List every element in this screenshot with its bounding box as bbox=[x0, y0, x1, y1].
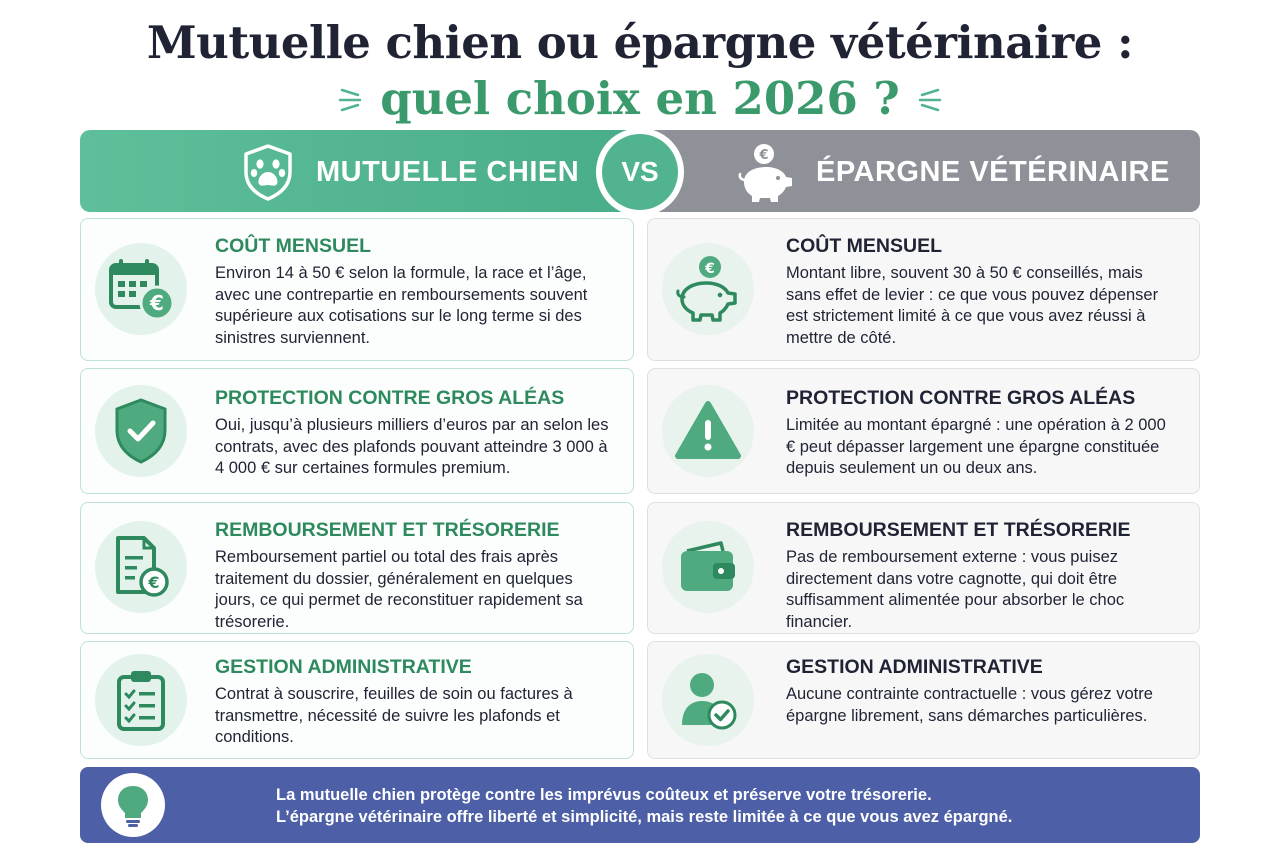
card-body: Aucune contrainte contractuelle : vous gérez votre épargne librement, sans démarches particulières. bbox=[786, 685, 1153, 725]
card-heading: COÛT MENSUEL bbox=[215, 235, 371, 257]
header-epargne-title: ÉPARGNE VÉTÉRINAIRE bbox=[816, 156, 1170, 188]
user-check-icon bbox=[678, 669, 738, 731]
sparkle-right-icon bbox=[916, 84, 942, 114]
document-euro-icon bbox=[110, 534, 172, 600]
lightbulb-icon bbox=[113, 782, 153, 828]
icon-badge bbox=[95, 243, 187, 335]
piggy-bank-icon bbox=[734, 140, 798, 204]
icon-badge bbox=[662, 654, 754, 746]
summary-line-1: La mutuelle chien protège contre les imprévus coûteux et préserve votre trésorerie. bbox=[276, 786, 932, 804]
card-heading: PROTECTION CONTRE GROS ALÉAS bbox=[786, 387, 1136, 409]
card-body: Montant libre, souvent 30 à 50 € conseillés, mais sans effet de levier : ce que vous pouvez dépenser est strictement limité à ce que vous avez réussi à mettre de côté. bbox=[786, 264, 1159, 347]
calendar-euro-icon bbox=[105, 255, 177, 323]
card-mutuelle-protection bbox=[80, 368, 634, 494]
card-heading: REMBOURSEMENT ET TRÉSORERIE bbox=[786, 519, 1131, 541]
card-body: Oui, jusqu’à plusieurs milliers d’euros par an selon les contrats, avec des plafonds pouvant atteindre 3 000 à 4 000 € sur certaines formules premium. bbox=[215, 416, 609, 477]
card-epargne-protection bbox=[647, 368, 1200, 494]
summary-text bbox=[276, 784, 1012, 828]
title-line-2-text: quel choix en 2026 ? bbox=[380, 72, 900, 125]
icon-badge bbox=[95, 521, 187, 613]
page-title bbox=[0, 14, 1280, 126]
card-heading: PROTECTION CONTRE GROS ALÉAS bbox=[215, 387, 565, 409]
svg-text:€: € bbox=[759, 148, 769, 163]
vs-badge: VS bbox=[602, 134, 678, 210]
card-body: Contrat à souscrire, feuilles de soin ou factures à transmettre, nécessité de suivre les plafonds et conditions. bbox=[215, 685, 573, 746]
header-mutuelle-title: MUTUELLE CHIEN bbox=[316, 156, 580, 188]
svg-text:€: € bbox=[150, 291, 164, 315]
icon-badge bbox=[662, 521, 754, 613]
icon-badge bbox=[662, 243, 754, 335]
svg-text:€: € bbox=[148, 573, 160, 592]
card-mutuelle-gestion bbox=[80, 641, 634, 759]
card-body: Limitée au montant épargné : une opération à 2 000 € peut dépasser largement une épargne constituée depuis seulement un ou deux ans. bbox=[786, 416, 1166, 477]
card-body: Pas de remboursement externe : vous puisez directement dans votre cagnotte, qui doit être suffisamment alimentée pour absorber le choc financier. bbox=[786, 548, 1125, 631]
card-heading: REMBOURSEMENT ET TRÉSORERIE bbox=[215, 519, 560, 541]
piggy-bank-euro-icon bbox=[672, 253, 744, 325]
header-epargne bbox=[640, 130, 1200, 212]
card-body: Environ 14 à 50 € selon la formule, la race et l’âge, avec une contrepartie en remboursements souvent supérieure aux cotisations sur le long terme si des sinistres surviennent. bbox=[215, 264, 588, 347]
svg-text:€: € bbox=[705, 261, 715, 277]
card-mutuelle-remboursement bbox=[80, 502, 634, 634]
lightbulb-badge bbox=[101, 773, 165, 837]
icon-badge bbox=[95, 385, 187, 477]
title-line-2 bbox=[338, 72, 942, 126]
sparkle-left-icon bbox=[338, 84, 364, 114]
card-epargne-cout bbox=[647, 218, 1200, 361]
icon-badge bbox=[95, 654, 187, 746]
warning-triangle-icon bbox=[674, 400, 742, 462]
card-heading: GESTION ADMINISTRATIVE bbox=[215, 656, 472, 678]
icon-badge bbox=[662, 385, 754, 477]
header-mutuelle bbox=[80, 130, 640, 212]
wallet-icon bbox=[677, 539, 739, 595]
title-line-1: Mutuelle chien ou épargne vétérinaire : bbox=[146, 16, 1134, 69]
card-heading: GESTION ADMINISTRATIVE bbox=[786, 656, 1043, 678]
card-heading: COÛT MENSUEL bbox=[786, 235, 942, 257]
shield-check-icon bbox=[111, 396, 171, 466]
clipboard-checklist-icon bbox=[113, 667, 169, 733]
summary-line-2: L’épargne vétérinaire offre liberté et simplicité, mais reste limitée à ce que vous avez épargné. bbox=[276, 808, 1013, 826]
card-epargne-remboursement bbox=[647, 502, 1200, 634]
card-mutuelle-cout bbox=[80, 218, 634, 361]
paw-shield-icon bbox=[240, 142, 296, 202]
card-epargne-gestion bbox=[647, 641, 1200, 759]
card-body: Remboursement partiel ou total des frais après traitement du dossier, généralement en quelques jours, ce qui permet de reconstituer rapidement sa trésorerie. bbox=[215, 548, 583, 631]
